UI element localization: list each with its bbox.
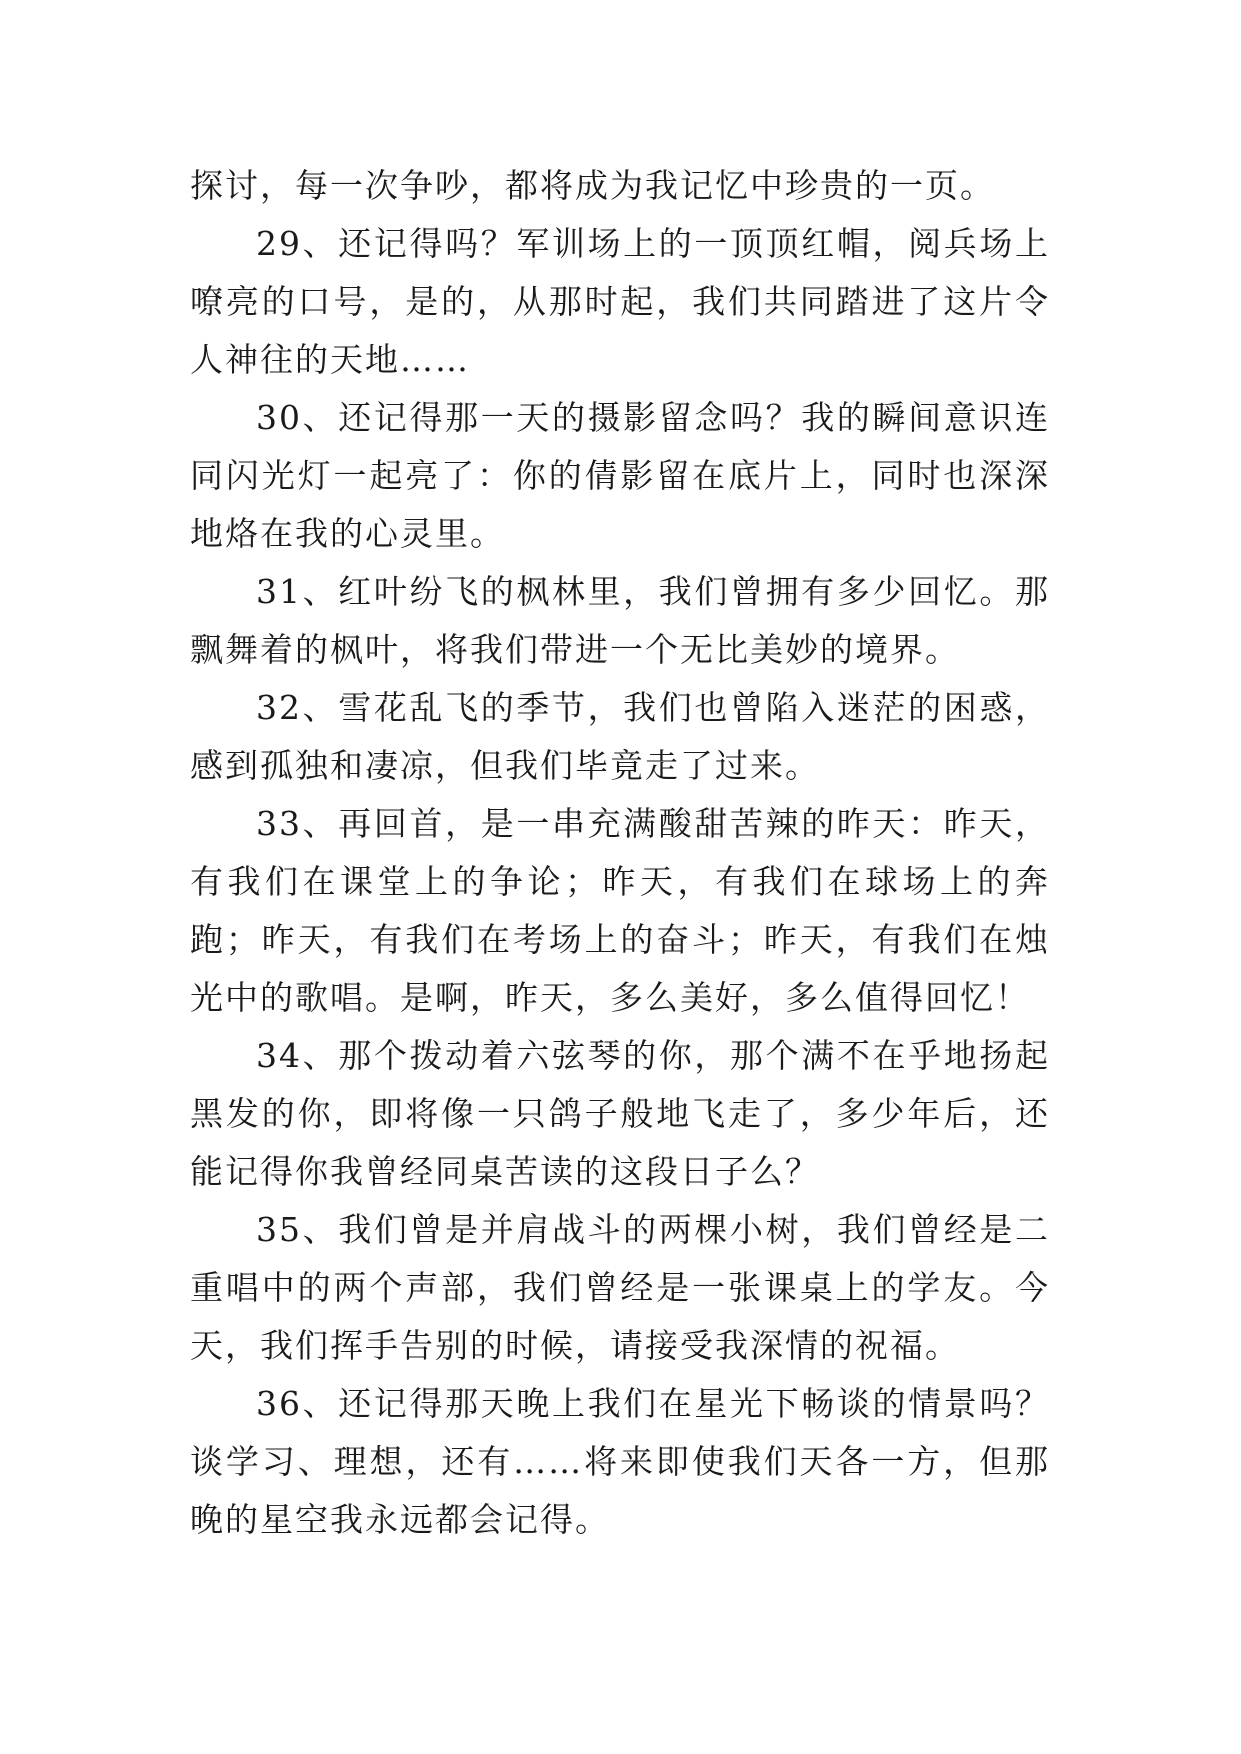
paragraph-continuation: 探讨，每一次争吵，都将成为我记忆中珍贵的一页。 (190, 166, 995, 205)
paragraph-36: 36、还记得那天晚上我们在星光下畅谈的情景吗？谈学习、理想，还有……将来即使我们天各一方，但那晚的星空我永远都会记得。 (190, 1384, 1050, 1539)
document-body (190, 157, 1050, 1549)
paragraph-32: 32、雪花乱飞的季节，我们也曾陷入迷茫的困惑，感到孤独和凄凉，但我们毕竟走了过来。 (190, 688, 1050, 785)
paragraph-34: 34、那个拨动着六弦琴的你，那个满不在乎地扬起黑发的你，即将像一只鸽子般地飞走了，多少年后，还能记得你我曾经同桌苦读的这段日子么？ (190, 1036, 1050, 1191)
paragraph-29: 29、还记得吗？军训场上的一顶顶红帽，阅兵场上嘹亮的口号，是的，从那时起，我们共同踏进了这片令人神往的天地…… (190, 224, 1050, 379)
paragraph-30: 30、还记得那一天的摄影留念吗？我的瞬间意识连同闪光灯一起亮了：你的倩影留在底片上，同时也深深地烙在我的心灵里。 (190, 398, 1050, 553)
paragraph-35: 35、我们曾是并肩战斗的两棵小树，我们曾经是二重唱中的两个声部，我们曾经是一张课桌上的学友。今天，我们挥手告别的时候，请接受我深情的祝福。 (190, 1210, 1050, 1365)
paragraph-33: 33、再回首，是一串充满酸甜苦辣的昨天：昨天，有我们在课堂上的争论；昨天，有我们在球场上的奔跑；昨天，有我们在考场上的奋斗；昨天，有我们在烛光中的歌唱。是啊，昨天，多么美好，多么值得回忆！ (190, 804, 1050, 1017)
paragraph-31: 31、红叶纷飞的枫林里，我们曾拥有多少回忆。那飘舞着的枫叶，将我们带进一个无比美妙的境界。 (190, 572, 1050, 669)
